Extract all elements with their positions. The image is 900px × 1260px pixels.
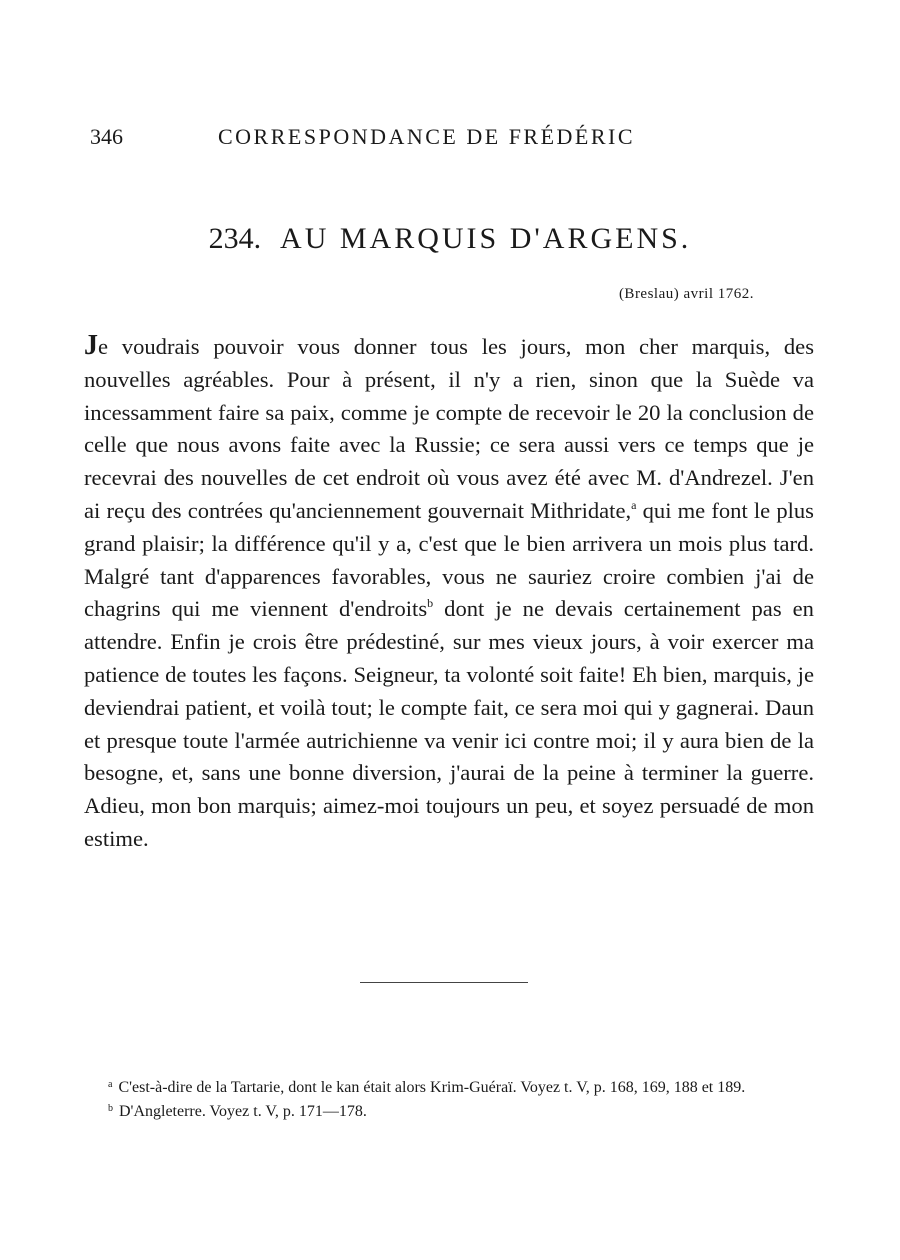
footnote-reference-b: b — [427, 596, 434, 611]
footnote-mark-a: a — [108, 1079, 113, 1090]
footnote-a — [86, 1076, 808, 1100]
footnote-text-a: C'est-à-dire de la Tartarie, dont le kan était alors Krim-Guéraï. Voyez t. V, p. 168, 169, 188 et 189. — [118, 1079, 746, 1096]
footnote-reference-a: a — [631, 497, 637, 512]
letter-body-part-3: dont je ne devais certainement pas en attendre. Enfin je crois être prédestiné, sur mes vieux jours, à voir exercer ma patience de toutes les façons. Seigneur, ta volonté soit faite! Eh bien, marquis, je deviendrai patient, et voilà tout; le compte fait, ce sera moi qui y gagnerai. Daun et presque toute l'armée autrichienne va venir ici contre moi; il y aura bien de la besogne, et, sans une bonne diversion, j'aurai de la peine à terminer la guerre. Adieu, mon bon marquis; aimez-moi toujours un peu, et soyez persuadé de mon estime. — [84, 596, 814, 851]
letter-body-part-2: qui me font le plus grand plaisir; la différence qu'il y a, c'est que le bien arrivera un mois plus tard. Malgré tant d'apparences favorables, vous ne sauriez croire combien j'ai de chagrins qui me viennent d'endroits — [84, 497, 814, 622]
footnotes — [86, 1076, 808, 1124]
section-divider — [360, 982, 528, 983]
letter-body — [84, 330, 814, 856]
footnote-text-b: D'Angleterre. Voyez t. V, p. 171—178. — [119, 1103, 367, 1120]
running-head — [90, 124, 810, 154]
letter-body-part-1: e voudrais pouvoir vous donner tous les jours, mon cher marquis, des nouvelles agréables. Pour à présent, il n'y a rien, sinon que la Suède va incessamment faire sa paix, comme je compte de recevoir le 20 la conclusion de celle que nous avons faite avec la Russie; ce sera aussi vers ce temps que je recevrai des nouvelles de cet endroit où vous avez été avec M. d'Andrezel. J'en ai reçu des contrées qu'anciennement gouvernait Mithridate, — [84, 334, 814, 523]
letter-number: 234. — [208, 222, 262, 255]
drop-cap: J — [84, 330, 98, 361]
page-number: 346 — [90, 124, 123, 149]
footnote-mark-b: b — [108, 1103, 113, 1114]
letter-heading — [0, 222, 900, 256]
running-title: CORRESPONDANCE DE FRÉDÉRIC — [218, 124, 636, 149]
letter-title: AU MARQUIS D'ARGENS. — [280, 222, 692, 255]
footnote-b — [86, 1100, 808, 1124]
letter-dateline: (Breslau) avril 1762. — [618, 286, 754, 302]
